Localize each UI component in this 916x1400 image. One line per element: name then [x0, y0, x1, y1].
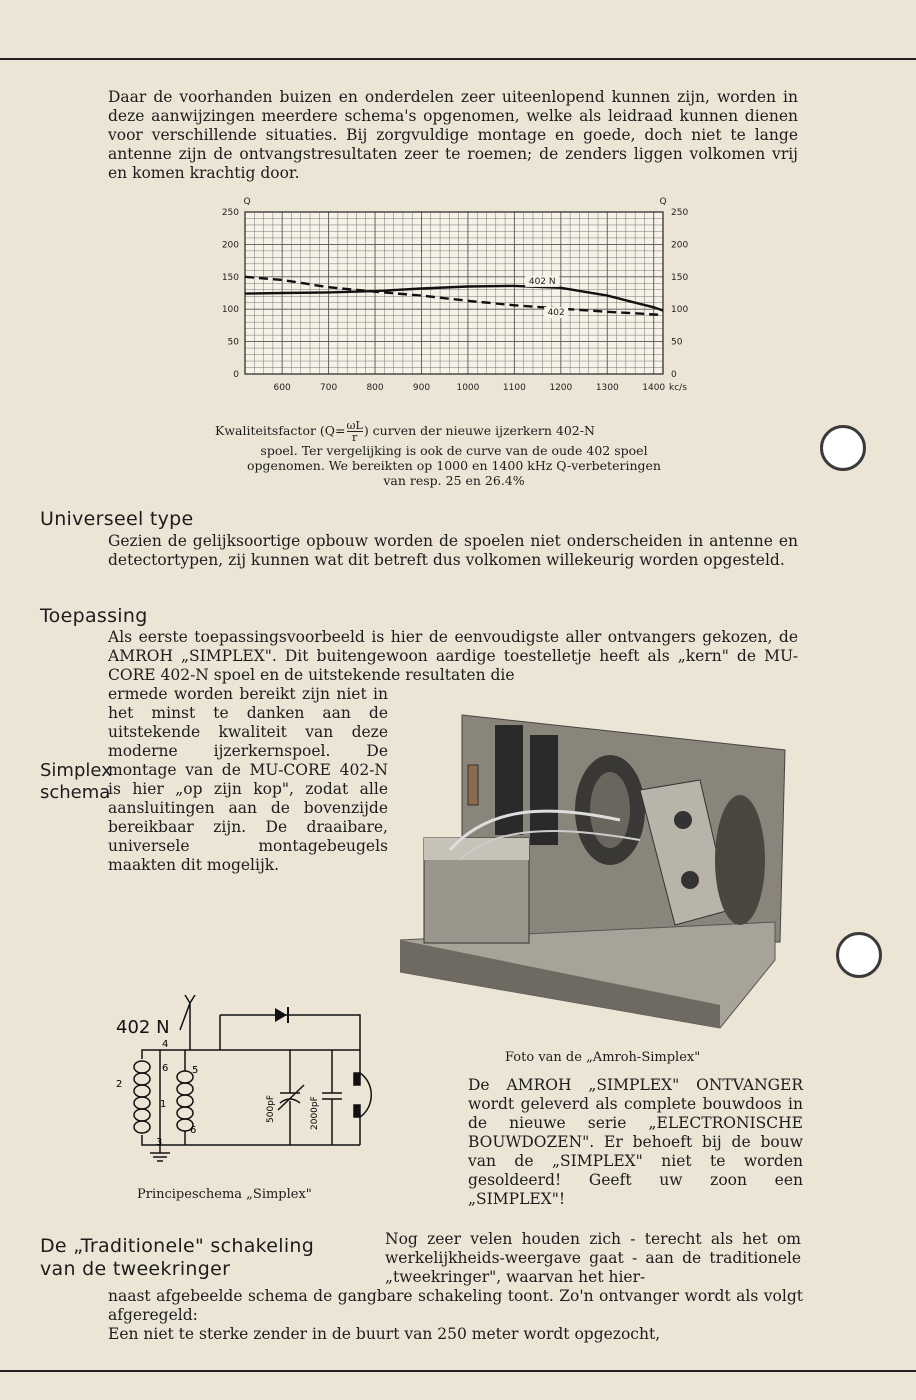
simplex-schematic [110, 995, 380, 1165]
pin-label-6a: 6 [162, 1063, 169, 1074]
caption-frac-num: ωL [346, 419, 363, 432]
chart-caption [215, 420, 693, 488]
ground-symbol [150, 1145, 170, 1161]
primary-coil [134, 1061, 150, 1133]
y-tick-label-left: 250 [221, 208, 239, 218]
y-tick-label-right: 0 [671, 370, 677, 380]
simplex-heading-line2: schema [40, 782, 111, 803]
y-tick-label-left: 50 [227, 337, 239, 348]
caption-line-3: opgenomen. We bereikten op 1000 en 1400 kHz Q-verbeteringen [247, 458, 661, 473]
y-tick-label-right: 200 [671, 240, 689, 251]
intro-paragraph: Daar de voorhanden buizen en onderdelen zeer uiteenlopend kunnen zijn, worden in deze aanwijzingen meerdere schema's opgenomen, welke als leidraad kunnen dienen voor verschillende situaties. Bij zorgvuldige montage en goede, doch niet te lange antenne zijn de ontvangstresultaten zeer te roemen; de zenders liggen volkomen vrij en komen krachtig door. [108, 88, 798, 182]
caption-frac-den: r [352, 431, 358, 444]
variable-capacitor [278, 1050, 304, 1145]
simplex-side-heading [40, 760, 112, 804]
secondary-coil [177, 1071, 193, 1131]
binder-hole-bottom [836, 932, 882, 978]
y-tick-label-left: 200 [221, 240, 239, 251]
traditionele-heading-line1: De „Traditionele" schakeling [40, 1235, 315, 1257]
y-tick-label-left: 100 [221, 305, 239, 316]
x-tick-label: 700 [320, 383, 338, 393]
y-axis-label-left: Q [243, 197, 251, 207]
simplex-heading-line1: Simplex [40, 760, 112, 781]
top-rule [0, 58, 916, 60]
cap-label-2000pf: 2000pF [310, 1096, 320, 1130]
caption-q-prefix: Kwaliteitsfactor (Q= [215, 423, 346, 438]
pin-label-5: 5 [192, 1065, 199, 1076]
traditionele-last-line: Een niet te sterke zender in de buurt van 250 meter wordt opgezocht, [108, 1325, 661, 1343]
x-tick-label: 1100 [502, 383, 526, 393]
x-tick-label: 900 [412, 383, 431, 393]
q-factor-chart [205, 192, 705, 397]
y-tick-label-left: 0 [233, 370, 239, 380]
y-axis-label-right: Q [659, 197, 667, 207]
traditionele-full-text: naast afgebeelde schema de gangbare schakeling toont. Zo'n ontvanger wordt als volgt afgeregeld: [108, 1287, 803, 1324]
y-tick-label-left: 150 [221, 272, 239, 283]
traditionele-heading-line2: van de tweekringer [40, 1258, 231, 1280]
pin-label-6b: 6 [190, 1125, 197, 1136]
y-tick-label-right: 250 [671, 208, 689, 218]
photo-description: De AMROH „SIMPLEX" ONTVANGER wordt geleverd als complete bouwdoos in de nieuwe serie „ELECTRONISCHE BOUWDOZEN". Er behoeft bij de bouw van de „SIMPLEX" niet te worden gesoldeerd! Geeft uw zoon een „SIMPLEX"! [468, 1076, 803, 1208]
toepassing-paragraph-narrow: ermede worden bereikt zijn niet in het minst te danken aan de uitstekende kwaliteit van deze moderne ijzerkernspoel. De montage van de MU-CORE 402-N is hier „op zijn kop", zodat alle aansluitingen aan de bovenzijde bereikbaar zijn. De draaibare, universele montagebeugels maakten dit mogelijk. [108, 685, 388, 874]
traditionele-side-text: Nog zeer velen houden zich - terecht als het om werkelijkheids-weergave gaat - aan de traditionele „tweekringer", waarvan het hier- [385, 1230, 801, 1286]
bottom-rule [0, 1370, 916, 1372]
caption-line-2: spoel. Ter vergelijking is ook de curve van de oude 402 spoel [260, 443, 648, 458]
x-unit-label: kc/s [669, 383, 687, 393]
toepassing-paragraph-wide: Als eerste toepassingsvoorbeeld is hier de eenvoudigste aller ontvangers gekozen, de AMROH „SIMPLEX". Dit buitengewoon aardige toestelletje heeft als „kern" de MU-CORE 402-N spoel en de uitstekende resultaten die [108, 628, 798, 684]
caption-q-suffix: ) curven der nieuwe ijzerkern 402-N [363, 423, 595, 438]
universeel-paragraph: Gezien de gelijksoortige opbouw worden de spoelen niet onderscheiden in antenne en detectortypen, zij kunnen wat dit betreft dus volkomen willekeurig worden opgesteld. [108, 532, 798, 569]
x-tick-label: 1200 [549, 383, 573, 393]
schematic-coil-label: 402 N [116, 1017, 170, 1038]
binder-hole-top [820, 425, 866, 471]
photo-caption: Foto van de „Amroh-Simplex" [505, 1050, 701, 1065]
pin-label-2: 2 [116, 1079, 123, 1090]
x-tick-label: 600 [273, 383, 291, 393]
y-tick-label-right: 50 [671, 337, 683, 348]
heading-universeel-type: Universeel type [40, 508, 194, 530]
x-tick-label: 1400 [642, 383, 666, 393]
heading-toepassing: Toepassing [40, 605, 148, 627]
pin-label-1: 1 [160, 1099, 167, 1110]
heading-traditionele [40, 1235, 314, 1281]
series-label-402n: 402 N [528, 276, 556, 287]
cap-label-500pf: 500pF [266, 1094, 276, 1123]
series-label-402: 402 [547, 308, 565, 319]
pin-label-3: 3 [156, 1137, 163, 1148]
y-tick-label-right: 100 [671, 305, 689, 316]
headphone-symbol [354, 1050, 371, 1145]
simplex-photo [400, 710, 790, 1030]
schematic-caption: Principeschema „Simplex" [137, 1187, 312, 1202]
pin-label-4: 4 [162, 1039, 169, 1050]
caption-line-4: van resp. 25 en 26.4% [383, 473, 525, 488]
x-tick-label: 1000 [456, 383, 480, 393]
x-tick-label: 1300 [595, 383, 619, 393]
y-tick-label-right: 150 [671, 272, 689, 283]
x-tick-label: 800 [366, 383, 384, 393]
fixed-capacitor [322, 1050, 342, 1145]
